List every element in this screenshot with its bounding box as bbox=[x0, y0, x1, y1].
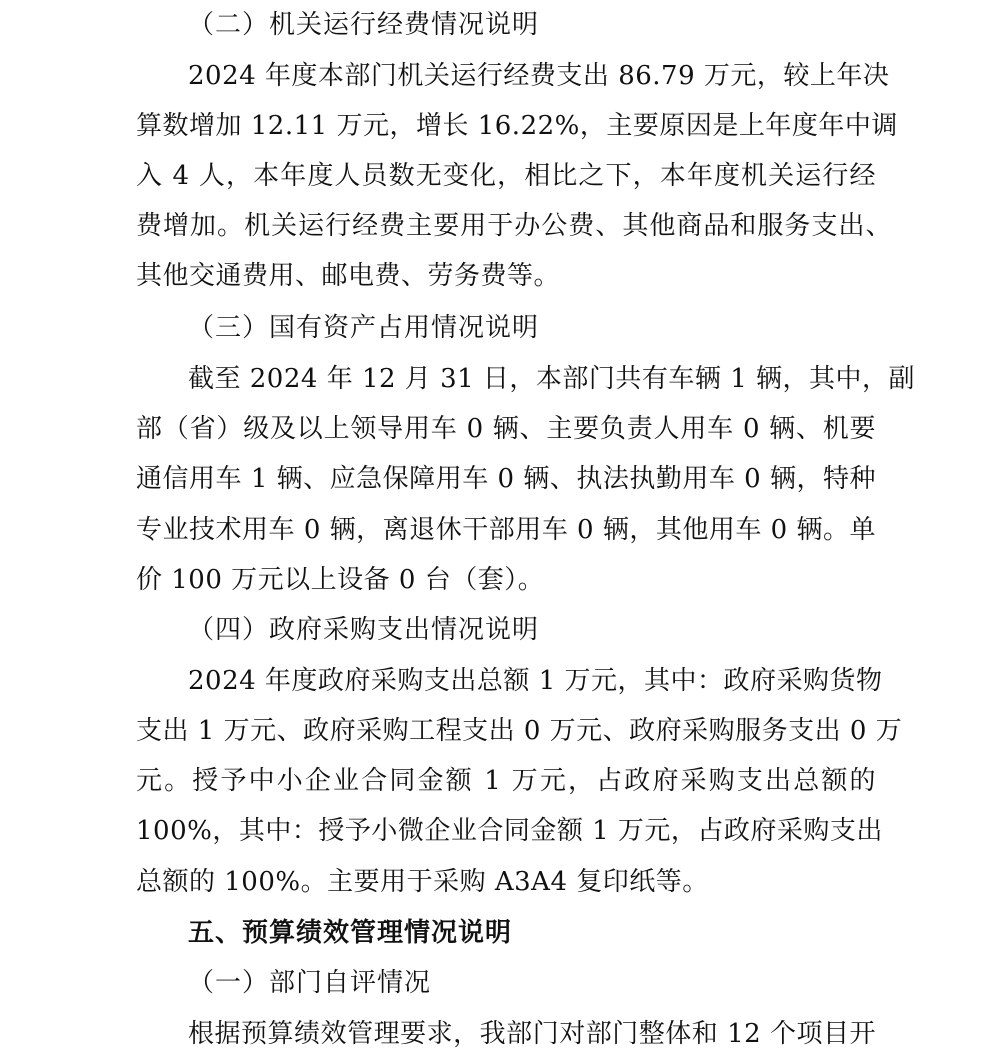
paragraph-line: 部（省）级及以上领导用车 0 辆、主要负责人用车 0 辆、机要 bbox=[136, 414, 876, 444]
paragraph-line: 通信用车 1 辆、应急保障用车 0 辆、执法执勤用车 0 辆，特种 bbox=[136, 464, 876, 494]
paragraph-line: 2024 年度本部门机关运行经费支出 86.79 万元，较上年决 bbox=[188, 61, 890, 91]
chapter-heading-performance: 五、预算绩效管理情况说明 bbox=[188, 918, 513, 948]
paragraph-line: 专业技术用车 0 辆，离退休干部用车 0 辆，其他用车 0 辆。单 bbox=[136, 515, 876, 545]
paragraph-line: 根据预算绩效管理要求，我部门对部门整体和 12 个项目开 bbox=[188, 1019, 876, 1049]
paragraph-line: 其他交通费用、邮电费、劳务费等。 bbox=[136, 261, 561, 291]
paragraph-line: 费增加。机关运行经费主要用于办公费、其他商品和服务支出、 bbox=[136, 211, 892, 241]
paragraph-line: 100%，其中：授予小微企业合同金额 1 万元，占政府采购支出 bbox=[136, 816, 883, 846]
paragraph-line: 入 4 人，本年度人员数无变化，相比之下，本年度机关运行经 bbox=[136, 161, 876, 191]
section-heading-operating-expenses: （二）机关运行经费情况说明 bbox=[188, 10, 540, 40]
paragraph-line: 元。授予中小企业合同金额 1 万元，占政府采购支出总额的 bbox=[136, 766, 876, 796]
paragraph-line: 价 100 万元以上设备 0 台（套）。 bbox=[136, 565, 545, 595]
paragraph-line: 支出 1 万元、政府采购工程支出 0 万元、政府采购服务支出 0 万 bbox=[136, 716, 903, 746]
section-heading-state-assets: （三）国有资产占用情况说明 bbox=[188, 313, 540, 343]
section-heading-self-evaluation: （一）部门自评情况 bbox=[188, 968, 432, 998]
section-heading-government-procurement: （四）政府采购支出情况说明 bbox=[188, 615, 540, 645]
paragraph-line: 算数增加 12.11 万元，增长 16.22%，主要原因是上年度年中调 bbox=[136, 111, 898, 141]
paragraph-line: 2024 年度政府采购支出总额 1 万元，其中：政府采购货物 bbox=[188, 666, 883, 696]
paragraph-line: 截至 2024 年 12 月 31 日，本部门共有车辆 1 辆，其中，副 bbox=[188, 364, 915, 394]
paragraph-line: 总额的 100%。主要用于采购 A3A4 复印纸等。 bbox=[136, 867, 709, 897]
